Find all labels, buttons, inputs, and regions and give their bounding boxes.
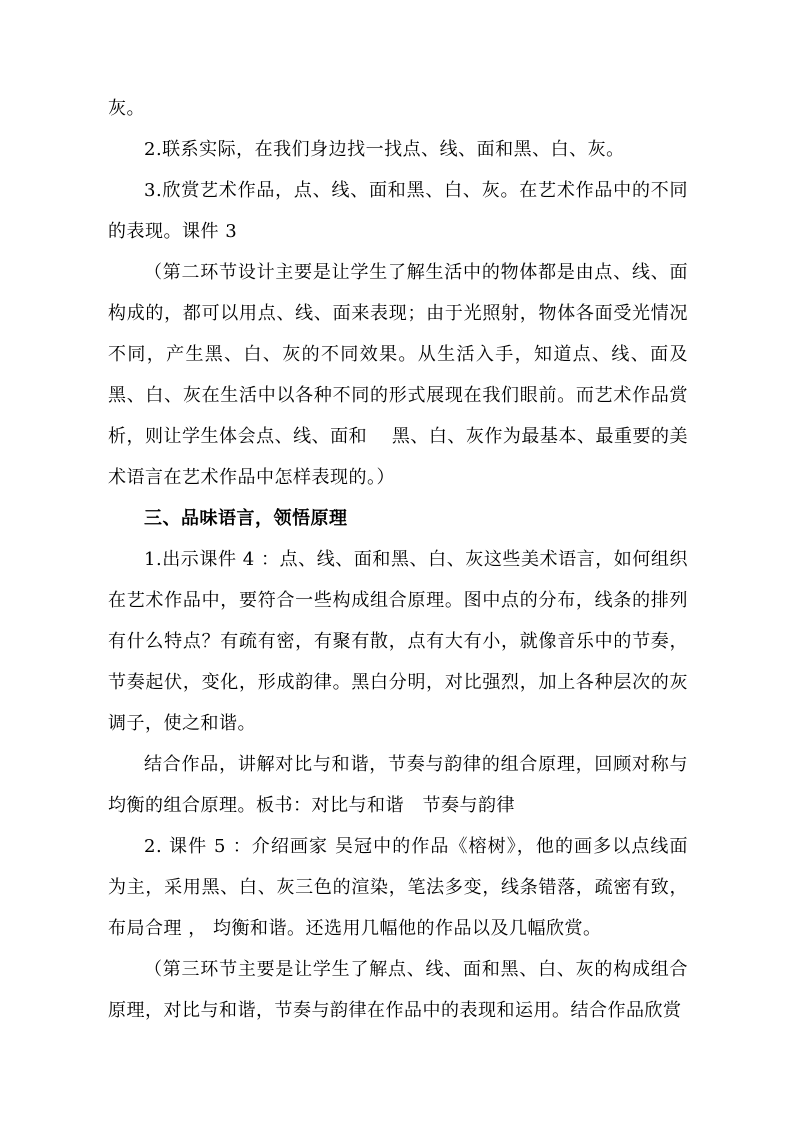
paragraph-item-2: 2.联系实际，在我们身边找一找点、线、面和黑、白、灰。: [144, 139, 625, 160]
document-body: [108, 88, 688, 1031]
paragraph-item-3: 3.欣赏艺术作品，点、线、面和黑、白、灰。在艺术作品中的不同的表现。课件 3: [108, 180, 688, 242]
paragraph-note-stage-2: （第二环节设计主要是让学生了解生活中的物体都是由点、线、面构成的，都可以用点、线、面来表现；由于光照射，物体各面受光情况不同，产生黑、白、灰的不同效果。从生活入手，知道点、线、面及黑、白、灰在生活中以各种不同的形式展现在我们眼前。而艺术作品赏析，则让学生体会点、线、面和 黑、白、灰作为最基本、最重要的美术语言在艺术作品中怎样表现的。）: [108, 262, 688, 488]
paragraph-note-stage-3: （第三环节主要是让学生了解点、线、面和黑、白、灰的构成组合原理，对比与和谐，节奏与韵律在作品中的表现和运用。结合作品欣赏: [108, 959, 688, 1021]
paragraph-courseware-4: 1.出示课件 4 ：点、线、面和黑、白、灰这些美术语言，如何组织在艺术作品中，要符合一些构成组合原理。图中点的分布，线条的排列有什么特点？有疏有密，有聚有散，点有大有小，就像音乐中的节奏，节奏起伏，变化，形成韵律。黑白分明，对比强烈，加上各种层次的灰调子，使之和谐。: [108, 549, 688, 734]
paragraph-continuation: 灰。: [108, 98, 145, 119]
paragraph-courseware-5: 2. 课件 5 ：介绍画家 吴冠中的作品《榕树》，他的画多以点线面为主，采用黑、白、灰三色的渲染，笔法多变，线条错落，疏密有致，布局合理 ， 均衡和谐。还选用几幅他的作品以及几幅欣赏。: [108, 836, 688, 939]
section-heading: 三、品味语言，领悟原理: [144, 508, 348, 529]
paragraph-principles: 结合作品，讲解对比与和谐，节奏与韵律的组合原理，回顾对称与均衡的组合原理。板书：对比与和谐 节奏与韵律: [108, 754, 688, 816]
